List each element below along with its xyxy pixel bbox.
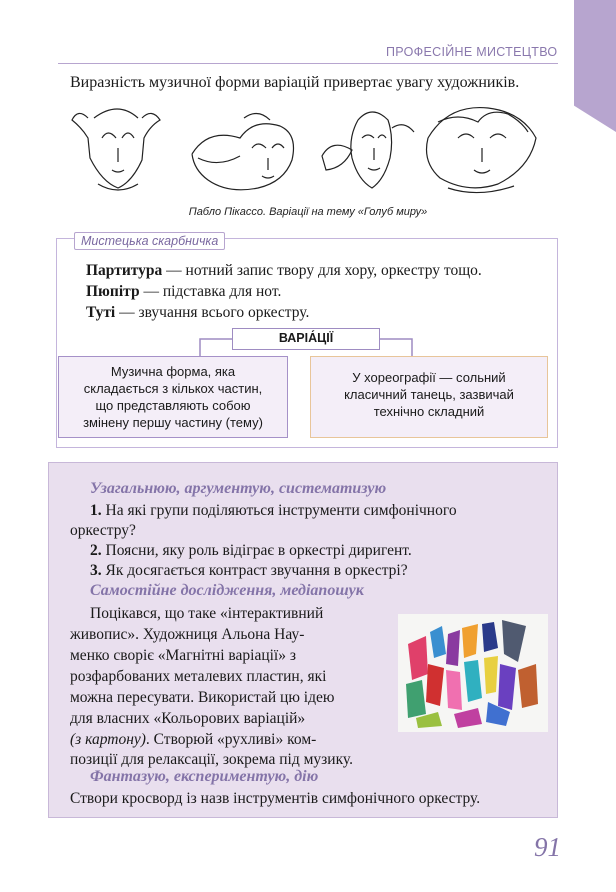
research-line: живопис». Художниця Альона Нау- bbox=[70, 626, 305, 643]
research-line bbox=[70, 730, 388, 751]
definition-line: що представляють собою bbox=[95, 398, 251, 413]
question-2 bbox=[90, 542, 412, 560]
question-1 bbox=[90, 502, 457, 520]
dove-drawing-4-icon bbox=[427, 108, 537, 193]
glossary-term-row bbox=[86, 283, 281, 301]
question-1-cont: оркестру? bbox=[70, 522, 136, 539]
dove-drawing-2-icon bbox=[192, 113, 294, 189]
research-italic: (з картону) bbox=[70, 731, 146, 748]
question-text: Як досягається контраст звучання в оркестрі? bbox=[101, 562, 408, 579]
section-heading-research: Самостійне дослідження, медіапошук bbox=[90, 582, 364, 599]
definition-line: складається з кількох частин, bbox=[83, 381, 263, 396]
question-number: 1. bbox=[90, 502, 102, 519]
dove-drawing-3-icon bbox=[322, 112, 414, 188]
research-text: . Створюй «рухливі» ком- bbox=[145, 731, 317, 748]
definition-line: змінену першу частину (тему) bbox=[83, 415, 263, 430]
definition-line: технічно складний bbox=[373, 404, 485, 419]
question-text: Поясни, яку роль відіграє в оркестрі диригент. bbox=[101, 542, 412, 559]
research-line: можна пересувати. Використай цю ідею bbox=[70, 689, 335, 706]
crossword-task: Створи кросворд із назв інструментів симфонічного оркестру. bbox=[70, 790, 481, 807]
question-number: 3. bbox=[90, 562, 102, 579]
question-3 bbox=[90, 562, 408, 580]
research-line: для власних «Кольорових варіацій» bbox=[70, 710, 306, 727]
chapter-corner-tab bbox=[574, 0, 616, 132]
picasso-dove-strip bbox=[68, 98, 544, 202]
definition-line: У хореографії — сольний bbox=[352, 370, 506, 385]
glossary-term: Пюпітр bbox=[86, 283, 140, 300]
definition-line: класичний танець, зазвичай bbox=[344, 387, 514, 402]
research-line: менко своріє «Магнітні варіації» з bbox=[70, 647, 296, 664]
question-number: 2. bbox=[90, 542, 102, 559]
definition-line: Музична форма, яка bbox=[110, 364, 236, 379]
glossary-definition: — нотний запис твору для хору, оркестру тощо. bbox=[162, 262, 482, 279]
intro-text: Виразність музичної форми варіацій привертає увагу художників. bbox=[70, 74, 520, 91]
glossary-term-row bbox=[86, 304, 309, 322]
glossary-term: Туті bbox=[86, 304, 116, 321]
glossary-definition: — підставка для нот. bbox=[139, 283, 282, 300]
glossary-label: Мистецька скарбничка bbox=[74, 232, 225, 250]
glossary-term-row bbox=[86, 262, 482, 280]
running-head: ПРОФЕСІЙНЕ МИСТЕЦТВО bbox=[386, 45, 558, 59]
choreography-definition-box bbox=[310, 356, 548, 438]
music-definition-box bbox=[58, 356, 288, 438]
research-line: розфарбованих металевих пластин, які bbox=[70, 668, 327, 685]
glossary-definition: — звучання всього оркестру. bbox=[115, 304, 310, 321]
glossary-term: Партитура bbox=[86, 262, 163, 279]
section-heading-generalize: Узагальнюю, аргументую, систематизую bbox=[90, 480, 387, 497]
header-rule bbox=[58, 63, 558, 64]
dove-drawing-1-icon bbox=[72, 109, 160, 190]
magnetic-variations-artwork bbox=[398, 614, 548, 732]
research-line: Поцікався, що таке «інтерактивний bbox=[90, 605, 324, 622]
research-line: позиції для релаксації, зокрема під музику. bbox=[70, 751, 353, 768]
question-text: На які групи поділяються інструменти симфонічного bbox=[101, 502, 457, 519]
variations-label: ВАРІА́ЦІЇ bbox=[232, 328, 380, 350]
figure-caption: Пабло Пікассо. Варіації на тему «Голуб миру» bbox=[188, 206, 428, 218]
page-number: 91 bbox=[534, 832, 561, 862]
section-heading-experiment: Фантазую, експериментую, дію bbox=[90, 768, 319, 785]
